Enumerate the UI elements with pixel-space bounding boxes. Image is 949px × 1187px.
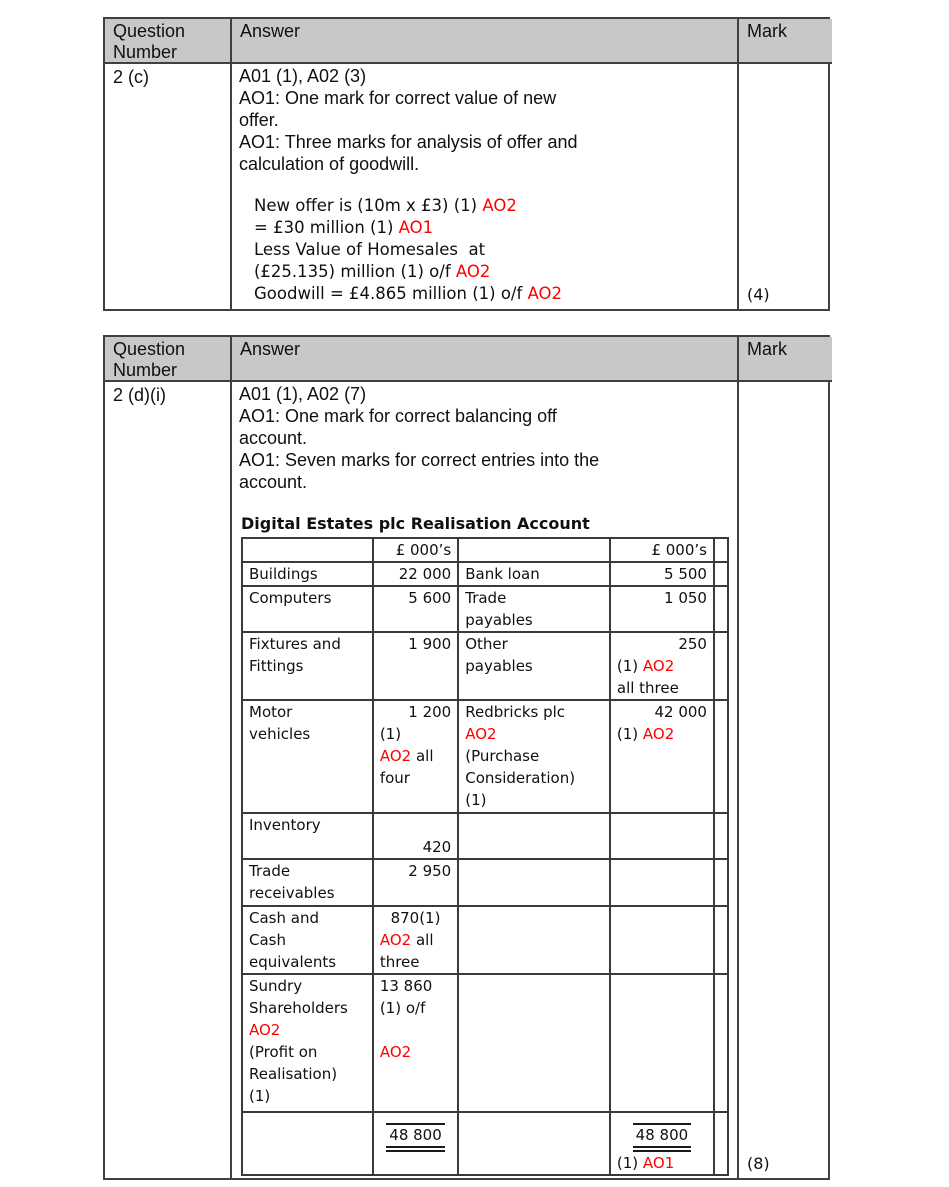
account-total bbox=[633, 1123, 692, 1152]
account-row bbox=[242, 1112, 728, 1175]
text-line bbox=[249, 907, 366, 929]
text-segment: 1 050 bbox=[664, 589, 707, 607]
text-line bbox=[249, 539, 366, 561]
text-line bbox=[380, 767, 451, 789]
account-cell bbox=[373, 906, 458, 974]
text-line bbox=[249, 814, 366, 836]
text-segment: (1) bbox=[249, 1087, 271, 1105]
account-cell bbox=[373, 859, 458, 906]
account-cell bbox=[458, 813, 610, 859]
text-line bbox=[617, 655, 707, 677]
text-line bbox=[249, 701, 366, 723]
text-segment: £ 000’s bbox=[395, 541, 452, 559]
account-cell bbox=[373, 700, 458, 813]
text-line bbox=[249, 1063, 366, 1085]
text-segment: 13 860 bbox=[379, 977, 433, 995]
text-line bbox=[617, 701, 707, 723]
account-narrow-cell bbox=[714, 586, 728, 632]
text-segment: £ 000’s bbox=[651, 541, 707, 559]
ao-marker: AO2 bbox=[482, 196, 517, 215]
account-narrow-cell bbox=[714, 700, 728, 813]
text-line bbox=[249, 1041, 366, 1063]
text-segment: Less Value of Homesales at bbox=[254, 240, 486, 259]
account-cell bbox=[610, 700, 714, 813]
text-segment: = £30 million (1) bbox=[254, 218, 399, 237]
text-line bbox=[254, 261, 729, 283]
account-narrow-cell bbox=[714, 1112, 728, 1175]
account-cell bbox=[610, 974, 714, 1112]
text-line bbox=[380, 929, 451, 951]
text-line bbox=[380, 1019, 451, 1041]
ao-marker: AO2 bbox=[379, 931, 412, 949]
text-line bbox=[249, 633, 366, 655]
goodwill-working-block bbox=[254, 195, 729, 305]
account-cell bbox=[373, 586, 458, 632]
text-line bbox=[249, 951, 366, 973]
text-segment: all bbox=[411, 747, 434, 765]
column-header-question-number: Question Number bbox=[105, 337, 232, 382]
text-segment: (Purchase bbox=[465, 747, 540, 765]
account-cell bbox=[242, 700, 373, 813]
text-line bbox=[249, 975, 366, 997]
text-line bbox=[380, 539, 451, 561]
account-row bbox=[242, 859, 728, 906]
text-segment: four bbox=[379, 769, 410, 787]
text-line bbox=[380, 587, 451, 609]
ao-marker: AO2 bbox=[455, 262, 491, 281]
text-line: A01 (1), A02 (7) bbox=[239, 384, 367, 404]
text-line bbox=[465, 723, 603, 745]
text-line bbox=[249, 723, 366, 745]
account-cell bbox=[610, 1112, 714, 1175]
text-line: AO1: One mark for correct balancing off bbox=[239, 406, 557, 426]
mark-value: (4) bbox=[747, 285, 770, 304]
blank-line bbox=[239, 175, 729, 195]
ao-marker: AO2 bbox=[642, 725, 675, 743]
text-line bbox=[254, 217, 729, 239]
account-cell bbox=[610, 586, 714, 632]
text-segment: (1) bbox=[379, 725, 402, 743]
account-narrow-cell bbox=[714, 562, 728, 586]
text-line: AO1: One mark for correct value of new bbox=[239, 88, 557, 108]
account-cell bbox=[458, 1112, 610, 1175]
text-segment: Other bbox=[465, 635, 508, 653]
text-segment: 250 bbox=[678, 635, 707, 653]
text-segment: Shareholders bbox=[249, 999, 348, 1017]
text-line bbox=[465, 701, 603, 723]
text-line bbox=[617, 723, 707, 745]
mark-scheme-table-2c bbox=[103, 17, 830, 311]
account-cell bbox=[242, 586, 373, 632]
text-line bbox=[249, 1085, 366, 1107]
text-segment: Consideration) bbox=[465, 769, 576, 787]
account-row bbox=[242, 906, 728, 974]
column-header-answer: Answer bbox=[232, 19, 739, 64]
text-line bbox=[465, 745, 603, 767]
text-line bbox=[617, 633, 707, 655]
ao-marker: AO1 bbox=[398, 218, 434, 237]
text-segment: 5 600 bbox=[408, 589, 452, 607]
text-segment: 870(1) bbox=[390, 909, 441, 927]
ao-marker: AO2 bbox=[642, 657, 675, 675]
account-cell bbox=[242, 1112, 373, 1175]
column-header-mark: Mark bbox=[739, 337, 832, 382]
text-line bbox=[465, 609, 603, 631]
account-cell bbox=[458, 700, 610, 813]
text-segment: Sundry bbox=[249, 977, 303, 995]
account-cell bbox=[458, 562, 610, 586]
account-cell bbox=[458, 974, 610, 1112]
text-line bbox=[254, 239, 729, 261]
ao-marker: AO2 bbox=[527, 284, 563, 303]
text-segment: 2 950 bbox=[408, 862, 452, 880]
account-cell bbox=[610, 813, 714, 859]
text-segment: (1) bbox=[465, 791, 487, 809]
text-segment: (1) bbox=[616, 1154, 643, 1172]
text-segment: (1) bbox=[616, 657, 643, 675]
text-segment: Buildings bbox=[249, 565, 318, 583]
text-line bbox=[617, 539, 707, 561]
account-cell bbox=[242, 562, 373, 586]
text-line: AO1: Seven marks for correct entries into the bbox=[239, 450, 600, 470]
text-segment: (Profit on bbox=[249, 1043, 318, 1061]
text-line: AO1: Three marks for analysis of offer and bbox=[239, 132, 578, 152]
text-line bbox=[380, 723, 451, 745]
mark-value: (8) bbox=[747, 1154, 770, 1173]
text-line bbox=[380, 907, 451, 929]
text-line bbox=[380, 975, 451, 997]
text-line bbox=[380, 860, 451, 882]
text-segment: receivables bbox=[249, 884, 335, 902]
text-segment: (£25.135) million (1) o/f bbox=[254, 262, 456, 281]
text-segment: 5 500 bbox=[664, 565, 707, 583]
ao-marker: AO2 bbox=[465, 725, 497, 743]
text-line bbox=[380, 563, 451, 585]
text-segment: Fixtures and bbox=[249, 635, 341, 653]
text-line bbox=[249, 997, 366, 1019]
account-row bbox=[242, 562, 728, 586]
text-segment: payables bbox=[465, 611, 533, 629]
text-segment: 48 800 bbox=[635, 1126, 689, 1144]
text-line bbox=[465, 767, 603, 789]
text-line bbox=[249, 929, 366, 951]
text-segment: 1 900 bbox=[408, 635, 452, 653]
text-segment: Redbricks plc bbox=[465, 703, 566, 721]
text-segment: Inventory bbox=[249, 816, 321, 834]
text-line: A01 (1), A02 (3) bbox=[239, 66, 367, 86]
ao-marker: AO2 bbox=[249, 1021, 281, 1039]
text-segment: payables bbox=[465, 657, 533, 675]
text-segment: Trade bbox=[249, 862, 291, 880]
text-line bbox=[254, 283, 729, 305]
text-line bbox=[465, 655, 603, 677]
account-header-row bbox=[242, 538, 728, 562]
account-cell bbox=[610, 906, 714, 974]
account-cell bbox=[373, 632, 458, 700]
text-line bbox=[254, 195, 729, 217]
text-line bbox=[249, 882, 366, 904]
text-line: account. bbox=[239, 428, 308, 448]
text-segment: Fittings bbox=[249, 657, 304, 675]
account-title: Digital Estates plc Realisation Account bbox=[241, 514, 590, 533]
text-line bbox=[465, 539, 603, 561]
account-cell bbox=[242, 906, 373, 974]
text-line bbox=[249, 655, 366, 677]
answer-intro-text bbox=[239, 65, 729, 175]
text-line: account. bbox=[239, 472, 308, 492]
account-narrow-cell bbox=[714, 538, 728, 562]
text-segment: equivalents bbox=[249, 953, 337, 971]
account-cell bbox=[242, 813, 373, 859]
account-cell bbox=[242, 974, 373, 1112]
column-header-answer: Answer bbox=[232, 337, 739, 382]
account-row bbox=[242, 586, 728, 632]
text-segment: New offer is (10m x £3) (1) bbox=[254, 196, 483, 215]
text-segment: 22 000 bbox=[398, 565, 452, 583]
account-cell bbox=[610, 632, 714, 700]
ao-marker: AO2 bbox=[379, 1043, 412, 1061]
text-line bbox=[249, 1019, 366, 1041]
text-line: offer. bbox=[239, 110, 279, 130]
text-segment: Trade bbox=[465, 589, 507, 607]
text-line bbox=[465, 633, 603, 655]
text-segment: Realisation) bbox=[249, 1065, 338, 1083]
text-line bbox=[380, 836, 451, 858]
account-header-cell bbox=[242, 538, 373, 562]
text-line bbox=[617, 677, 707, 699]
mark-scheme-table-2di bbox=[103, 335, 830, 1180]
text-segment: Computers bbox=[249, 589, 332, 607]
question-number-cell: 2 (d)(i) bbox=[105, 382, 232, 1178]
text-segment: (1) bbox=[616, 725, 643, 743]
text-line bbox=[617, 587, 707, 609]
account-cell bbox=[373, 562, 458, 586]
text-line bbox=[380, 745, 451, 767]
answer-cell bbox=[232, 382, 739, 1178]
account-narrow-cell bbox=[714, 632, 728, 700]
account-cell bbox=[242, 632, 373, 700]
text-segment: all three bbox=[616, 679, 679, 697]
account-cell bbox=[458, 586, 610, 632]
mark-cell bbox=[739, 64, 832, 309]
text-line bbox=[380, 997, 451, 1019]
column-header-mark: Mark bbox=[739, 19, 832, 64]
text-segment: Cash and bbox=[249, 909, 319, 927]
account-cell bbox=[373, 974, 458, 1112]
text-segment: 48 800 bbox=[389, 1126, 442, 1144]
account-total bbox=[386, 1123, 445, 1152]
text-line: calculation of goodwill. bbox=[239, 154, 420, 174]
account-row bbox=[242, 974, 728, 1112]
text-segment: (1) o/f bbox=[379, 999, 426, 1017]
account-cell bbox=[373, 1112, 458, 1175]
account-cell bbox=[373, 813, 458, 859]
text-line bbox=[617, 1152, 707, 1174]
answer-intro-text bbox=[239, 383, 729, 493]
account-narrow-cell bbox=[714, 813, 728, 859]
text-line bbox=[380, 701, 451, 723]
account-header-cell bbox=[373, 538, 458, 562]
text-line bbox=[380, 1041, 451, 1063]
account-row bbox=[242, 632, 728, 700]
account-narrow-cell bbox=[714, 859, 728, 906]
text-segment: Cash bbox=[249, 931, 286, 949]
account-cell bbox=[610, 562, 714, 586]
text-segment: vehicles bbox=[249, 725, 311, 743]
realisation-account-table bbox=[241, 537, 729, 1176]
answer-cell bbox=[232, 64, 739, 309]
account-header-cell bbox=[610, 538, 714, 562]
text-segment: Goodwill = £4.865 million (1) o/f bbox=[254, 284, 528, 303]
blank-line bbox=[239, 493, 729, 513]
account-row bbox=[242, 813, 728, 859]
text-line bbox=[380, 814, 451, 836]
text-segment: 1 200 bbox=[408, 703, 452, 721]
text-line bbox=[465, 587, 603, 609]
text-line bbox=[380, 951, 451, 973]
question-number-cell: 2 (c) bbox=[105, 64, 232, 309]
text-line bbox=[249, 563, 366, 585]
text-line bbox=[465, 563, 603, 585]
column-header-question-number: Question Number bbox=[105, 19, 232, 64]
account-row bbox=[242, 700, 728, 813]
text-segment: 42 000 bbox=[654, 703, 707, 721]
account-header-cell bbox=[458, 538, 610, 562]
mark-cell bbox=[739, 382, 832, 1178]
text-line bbox=[617, 563, 707, 585]
account-cell bbox=[458, 906, 610, 974]
text-line bbox=[465, 789, 603, 811]
account-cell bbox=[458, 859, 610, 906]
ao-marker: AO1 bbox=[642, 1154, 675, 1172]
account-cell bbox=[242, 859, 373, 906]
text-line bbox=[380, 1113, 451, 1152]
text-line bbox=[249, 860, 366, 882]
ao-marker: AO2 bbox=[379, 747, 412, 765]
text-line bbox=[249, 587, 366, 609]
text-segment: 420 bbox=[422, 838, 452, 856]
text-segment: Bank loan bbox=[465, 565, 540, 583]
text-line bbox=[617, 1113, 707, 1152]
account-narrow-cell bbox=[714, 906, 728, 974]
text-segment: three bbox=[379, 953, 420, 971]
text-segment: Motor bbox=[249, 703, 293, 721]
text-line bbox=[380, 633, 451, 655]
account-cell bbox=[610, 859, 714, 906]
account-narrow-cell bbox=[714, 974, 728, 1112]
account-cell bbox=[458, 632, 610, 700]
text-segment: all bbox=[411, 931, 434, 949]
